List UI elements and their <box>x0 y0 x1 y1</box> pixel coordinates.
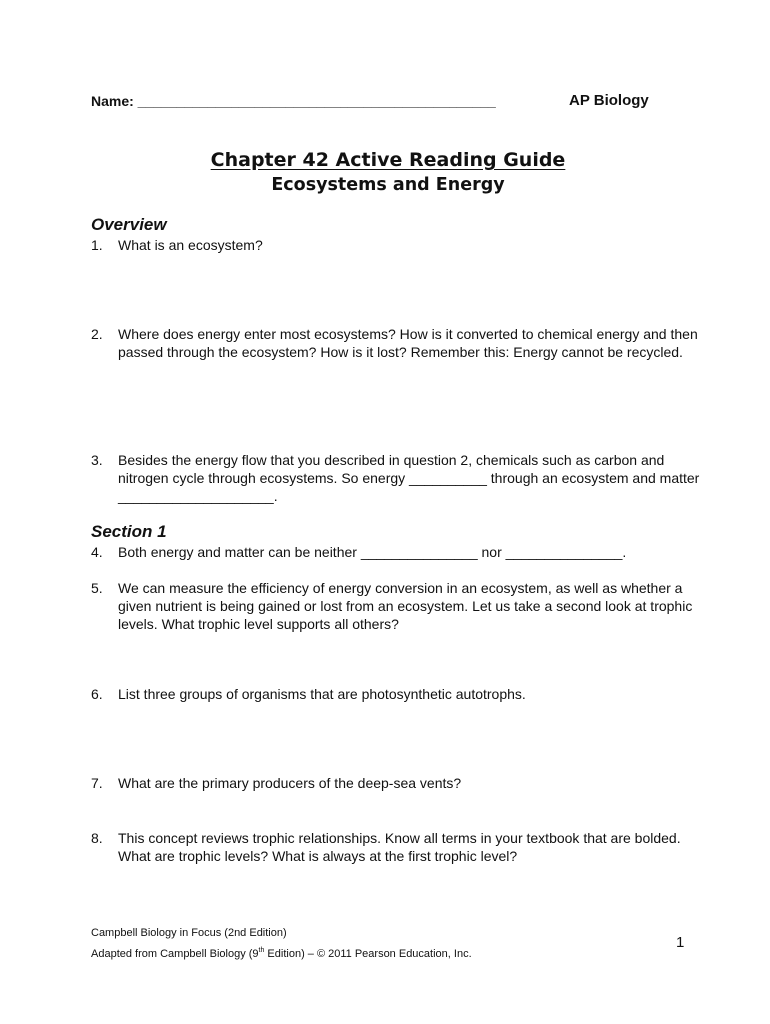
question-text: Besides the energy flow that you described in question 2, chemicals such as carbon and nitrogen cycle through ecosystems. So energy __________ through an ecosystem and matter ____________________. <box>118 452 700 504</box>
footer-copyright-pre: Adapted from Campbell Biology (9 <box>91 948 259 960</box>
footer-copyright <box>91 947 472 960</box>
footer-copyright-post: Edition) – © 2011 Pearson Education, Inc. <box>264 948 472 960</box>
question-number: 7. <box>91 775 103 791</box>
footer-source: Campbell Biology in Focus (2nd Edition) <box>91 927 287 939</box>
question-number: 3. <box>91 452 103 468</box>
name-field-label: Name: ______________________________________________ <box>91 93 496 109</box>
question-number: 6. <box>91 686 103 702</box>
question-4 <box>91 543 701 561</box>
question-text: List three groups of organisms that are photosynthetic autotrophs. <box>118 686 526 702</box>
page-subtitle: Ecosystems and Energy <box>271 175 505 195</box>
question-number: 2. <box>91 326 103 342</box>
question-text: Where does energy enter most ecosystems? How is it converted to chemical energy and then passed through the ecosystem? How is it lost? Remember this: Energy cannot be recycled. <box>118 326 698 360</box>
question-1 <box>91 236 701 254</box>
question-2 <box>91 325 701 361</box>
question-3 <box>91 451 701 505</box>
question-text: We can measure the efficiency of energy conversion in an ecosystem, as well as whether a given nutrient is being gained or lost from an ecosystem. Let us take a second look at trophic levels. What trophic level supports all others? <box>118 580 693 632</box>
question-text: This concept reviews trophic relationships. Know all terms in your textbook that are bolded. What are trophic levels? What is always at the first trophic level? <box>118 830 681 864</box>
question-number: 1. <box>91 237 103 253</box>
page-number: 1 <box>676 934 685 951</box>
question-6 <box>91 685 701 703</box>
question-number: 4. <box>91 544 103 560</box>
question-number: 5. <box>91 580 103 596</box>
question-text: What is an ecosystem? <box>118 237 263 253</box>
footer-copyright-sup: th <box>258 947 265 954</box>
section-heading-overview: Overview <box>91 215 167 234</box>
course-label: AP Biology <box>569 92 649 109</box>
question-text: Both energy and matter can be neither _______________ nor _______________. <box>118 544 627 560</box>
question-7 <box>91 774 701 792</box>
question-8 <box>91 829 701 865</box>
question-number: 8. <box>91 830 103 846</box>
page-title: Chapter 42 Active Reading Guide <box>210 149 566 171</box>
question-text: What are the primary producers of the deep-sea vents? <box>118 775 462 791</box>
section-heading-section-1: Section 1 <box>91 522 167 541</box>
question-5 <box>91 579 701 633</box>
